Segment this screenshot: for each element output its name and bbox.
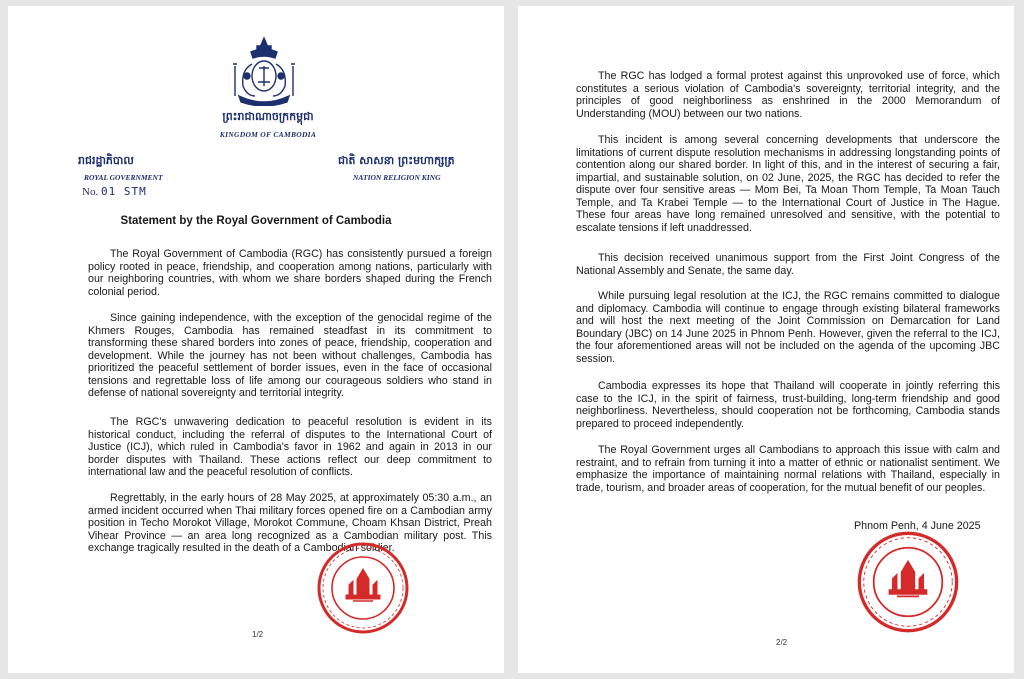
document-number-value: 01 STM: [100, 185, 147, 198]
khmer-kingdom-text: ព្រះរាជាណាចក្រកម្ពុជា: [222, 110, 314, 123]
khmer-motto-text: ជាតិ សាសនា ព្រះមហាក្សត្រ: [338, 154, 455, 167]
paragraph-6: This incident is among several concerning developments that underscore the limitations of current dispute resolution mechanisms in addressing longstanding points of contention along our shared border. In light of this, and in the interest of securing a fair, impartial, and sustainable solution, on 02 June, 2025, the RGC has decided to refer the dispute over four sensitive areas — Mom Bei, Ta Moan Thom Temple, Ta Moan Tauch Temple, and Ta Krabei Temple — to the International Court of Justice in The Hague. These four areas have long remained unresolved and sensitive, with the potential to escalate tensions if left unaddressed.: [576, 134, 1000, 234]
royal-coat-of-arms-icon: [231, 36, 297, 106]
document-number-label: No.: [82, 186, 99, 198]
angkor-wat-seal-icon: [316, 541, 410, 635]
document-page-1: [8, 6, 504, 673]
motto-text: NATION RELIGION KING: [353, 173, 441, 182]
paragraph-8: While pursuing legal resolution at the ICJ, the RGC remains committed to dialogue and diplomacy. Cambodia will continue to engage through existing bilateral frameworks and will host the next meeting of the Joint Commission on Demarcation for Land Boundary (JBC) on 14 June 2025 in Phnom Penh. However, given the referral to the ICJ, the four aforementioned areas will not be included on the agenda of the upcoming JBC session.: [576, 290, 1000, 365]
paragraph-10: The Royal Government urges all Cambodians to approach this issue with calm and restraint, and to refrain from turning it into a matter of ethnic or nationalist sentiment. We emphasize the importance of maintaining normal relations with Thailand, especially in trade, tourism, and broader areas of cooperation, for the mutual benefit of our peoples.: [576, 444, 1000, 494]
paragraph-5: The RGC has lodged a formal protest against this unprovoked use of force, which constitutes a serious violation of Cambodia's sovereignty, territorial integrity, and the principles of good neighborliness as enshrined in the 2000 Memorandum of Understanding (MOU) between our two nations.: [576, 70, 1000, 120]
paragraph-9: Cambodia expresses its hope that Thailand will cooperate in jointly referring this case to the ICJ, in the spirit of fairness, trust-building, long-term friendship and good neighborliness. Nevertheless, should cooperation not be forthcoming, Cambodia stands prepared to proceed independently.: [576, 380, 1000, 430]
paragraph-7: This decision received unanimous support from the First Joint Congress of the National Assembly and Senate, the same day.: [576, 252, 1000, 277]
paragraph-4: Regrettably, in the early hours of 28 May 2025, at approximately 05:30 a.m., an armed incident occurred when Thai military forces opened fire on a Cambodian army position in Techo Morokot Village, Morokot Commune, Choam Khsan District, Preah Vihear Province — an area long recognized as a Cambodian military post. This exchange tragically resulted in the death of a Cambodian soldier.: [88, 492, 492, 554]
document-page-2: [518, 6, 1014, 673]
kingdom-of-cambodia-text: KINGDOM OF CAMBODIA: [219, 130, 317, 139]
page-number-2: 2/2: [776, 638, 788, 647]
paragraph-3: The RGC's unwavering dedication to peaceful resolution is evident in its historical conduct, including the referral of disputes to the International Court of Justice (ICJ), which ruled in Cambodia's favor in 1962 and again in 2013 in our border disputes with Thailand. These actions reflect our deep commitment to international law and the peaceful resolution of conflicts.: [88, 416, 492, 478]
royal-government-text: ROYAL GOVERNMENT: [84, 173, 163, 182]
place-and-date: Phnom Penh, 4 June 2025: [854, 520, 981, 532]
page-number-1: 1/2: [252, 630, 264, 639]
khmer-government-text: រាជរដ្ឋាភិបាល: [78, 154, 134, 167]
paragraph-2: Since gaining independence, with the exception of the genocidal regime of the Khmers Rouges, Cambodia has remained steadfast in its commitment to transforming these shared borders into zones of peace, friendship, cooperation and development. While the journey has not been without challenges, Cambodia has prioritized the peaceful settlement of border issues, even in the face of occasional tensions and regrettable loss of life among our courageous soldiers who stand in defense of national sovereignty and territorial integrity.: [88, 312, 492, 399]
angkor-wat-seal-icon: [856, 530, 960, 634]
paragraph-1: The Royal Government of Cambodia (RGC) has consistently pursued a foreign policy rooted in peace, friendship, and cooperation among nations, particularly with our neighboring countries, with whom we share borders shaped during the French colonial period.: [88, 248, 492, 298]
document-number: [82, 185, 147, 198]
statement-title: Statement by the Royal Government of Cambodia: [120, 215, 392, 227]
